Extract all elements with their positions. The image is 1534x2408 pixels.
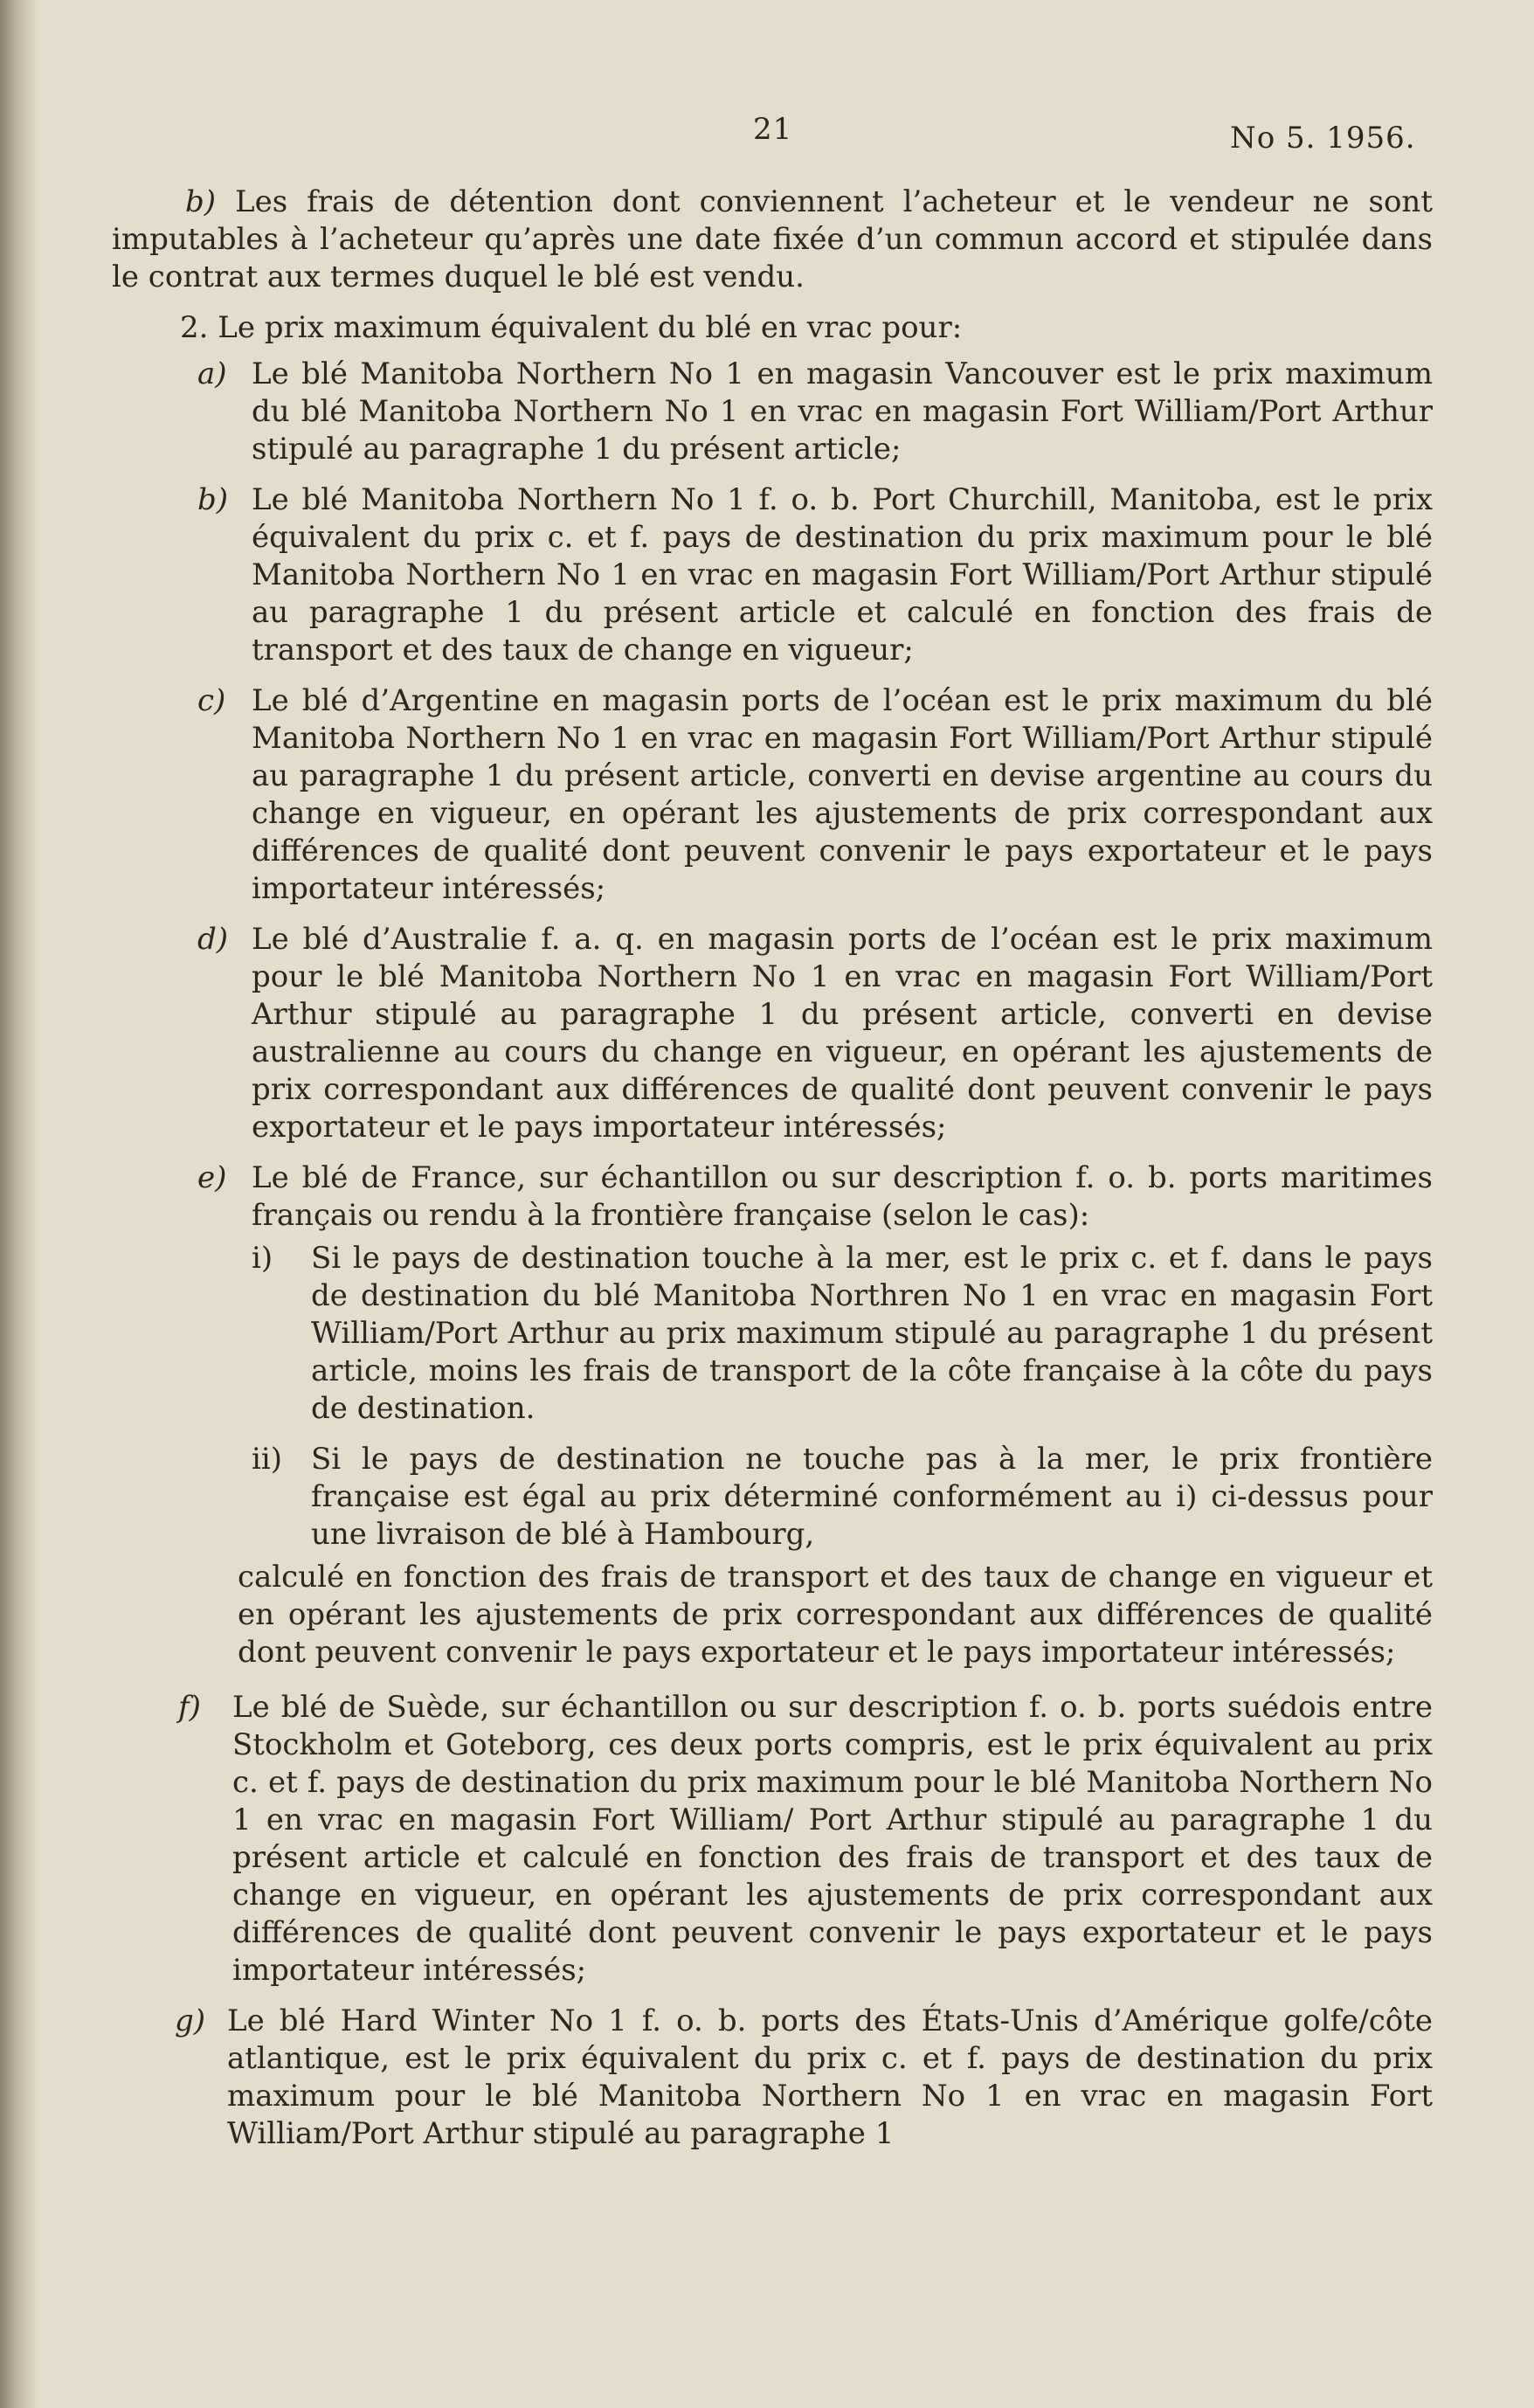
subitem-text: Si le pays de destination ne touche pas à la mer, le prix frontière française est égal au prix déterminé conformément au i) ci-dessus pour une livraison de blé à Hambourg, <box>311 1442 1433 1552</box>
paragraph-b-previous <box>112 183 1433 296</box>
list-item-c <box>112 682 1433 908</box>
list-subitem-e-ii <box>112 1441 1433 1553</box>
item-marker: g) <box>175 2003 206 2038</box>
list-item-g <box>112 2003 1433 2153</box>
binding-shadow <box>0 0 40 2408</box>
list-item-e-continuation: calculé en fonction des frais de transport et des taux de change en vigueur et en opérant les ajustements de prix correspondant aux différences de qualité dont peuvent convenir le pays exportateur et le pays importateur intéressés; <box>238 1560 1433 1670</box>
list-item-d <box>112 921 1433 1146</box>
item-marker: f) <box>178 1690 201 1725</box>
subitem-text: Si le pays de destination touche à la mer, est le prix c. et f. dans le pays de destination du blé Manitoba Northren No 1 en vrac en magasin Fort William/Port Arthur au prix maximum stipulé au paragraphe 1 du présent article, moins les frais de transport de la côte française à la côte du pays de destination. <box>311 1241 1433 1426</box>
subitem-marker: i) <box>252 1241 273 1276</box>
subitem-marker: ii) <box>252 1442 283 1477</box>
item-text: Le blé Hard Winter No 1 f. o. b. ports des États-Unis d’Amérique golfe/côte atlantique, est le prix équivalent du prix c. et f. pays de destination du prix maximum pour le blé Manitoba Northern No 1 en vrac en magasin Fort William/Port Arthur stipulé au paragraphe 1 <box>227 2003 1433 2151</box>
item-text: Le blé d’Australie f. a. q. en magasin ports de l’océan est le prix maximum pour le blé Manitoba Northern No 1 en vrac en magasin Fort William/Port Arthur stipulé au paragraphe 1 du présent article, converti en devise australienne au cours du change en vigueur, en opérant les ajustements de prix correspondant aux différences de qualité dont peuvent convenir le pays exportateur et le pays importateur intéressés; <box>252 922 1433 1145</box>
paragraph-2-intro: 2. Le prix maximum équivalent du blé en vrac pour: <box>180 310 963 345</box>
item-text: Le blé Manitoba Northern No 1 en magasin Vancouver est le prix maximum du blé Manitoba Northern No 1 en vrac en magasin Fort William/Port Arthur stipulé au paragraphe 1 du présent article; <box>252 356 1433 467</box>
list-item-b <box>112 481 1433 669</box>
list-item-f <box>112 1689 1433 1989</box>
paragraph-marker: b) <box>185 184 217 219</box>
list-item-a <box>112 356 1433 468</box>
list-item-e <box>112 1159 1433 1235</box>
page-header <box>0 112 1534 156</box>
item-text: Le blé Manitoba Northern No 1 f. o. b. Port Churchill, Manitoba, est le prix équivalent du prix c. et f. pays de destination du prix maximum pour le blé Manitoba Northern No 1 en vrac en magasin Fort William/Port Arthur stipulé au paragraphe 1 du présent article et calculé en fonction des frais de transport et des taux de change en vigueur; <box>252 482 1433 668</box>
item-marker: b) <box>197 482 229 517</box>
item-text: Le blé d’Argentine en magasin ports de l’océan est le prix maximum du blé Manitoba Northern No 1 en vrac en magasin Fort William/Port Arthur stipulé au paragraphe 1 du présent article, converti en devise argentine au cours du change en vigueur, en opérant les ajustements de prix correspondant aux différences de qualité dont peuvent convenir le pays exportateur et le pays importateur intéressés; <box>252 683 1433 906</box>
item-text: Le blé de Suède, sur échantillon ou sur description f. o. b. ports suédois entre Stockholm et Goteborg, ces deux ports compris, est le prix équivalent au prix c. et f. pays de destination du prix maximum pour le blé Manitoba Northern No 1 en vrac en magasin Fort William/ Port Arthur stipulé au paragraphe 1 du présent article et calculé en fonction des frais de transport et des taux de change en vigueur, en opérant les ajustements de prix correspondant aux différences de qualité dont peuvent convenir le pays exportateur et le pays importateur intéressés; <box>232 1690 1433 1988</box>
item-marker: e) <box>197 1160 227 1195</box>
list-subitem-e-i <box>112 1240 1433 1428</box>
item-text: Le blé de France, sur échantillon ou sur description f. o. b. ports maritimes français ou rendu à la frontière française (selon le cas): <box>252 1160 1433 1233</box>
item-marker: c) <box>197 683 226 718</box>
item-marker: a) <box>197 356 227 391</box>
page-number: 21 <box>753 112 793 147</box>
document-body <box>112 183 1433 2166</box>
item-marker: d) <box>197 922 229 957</box>
paragraph-text: Les frais de détention dont conviennent l’acheteur et le vendeur ne sont imputables à l’acheteur qu’après une date fixée d’un commun accord et stipulée dans le contrat aux termes duquel le blé est vendu. <box>112 184 1433 294</box>
document-reference: No 5. 1956. <box>1230 121 1416 156</box>
